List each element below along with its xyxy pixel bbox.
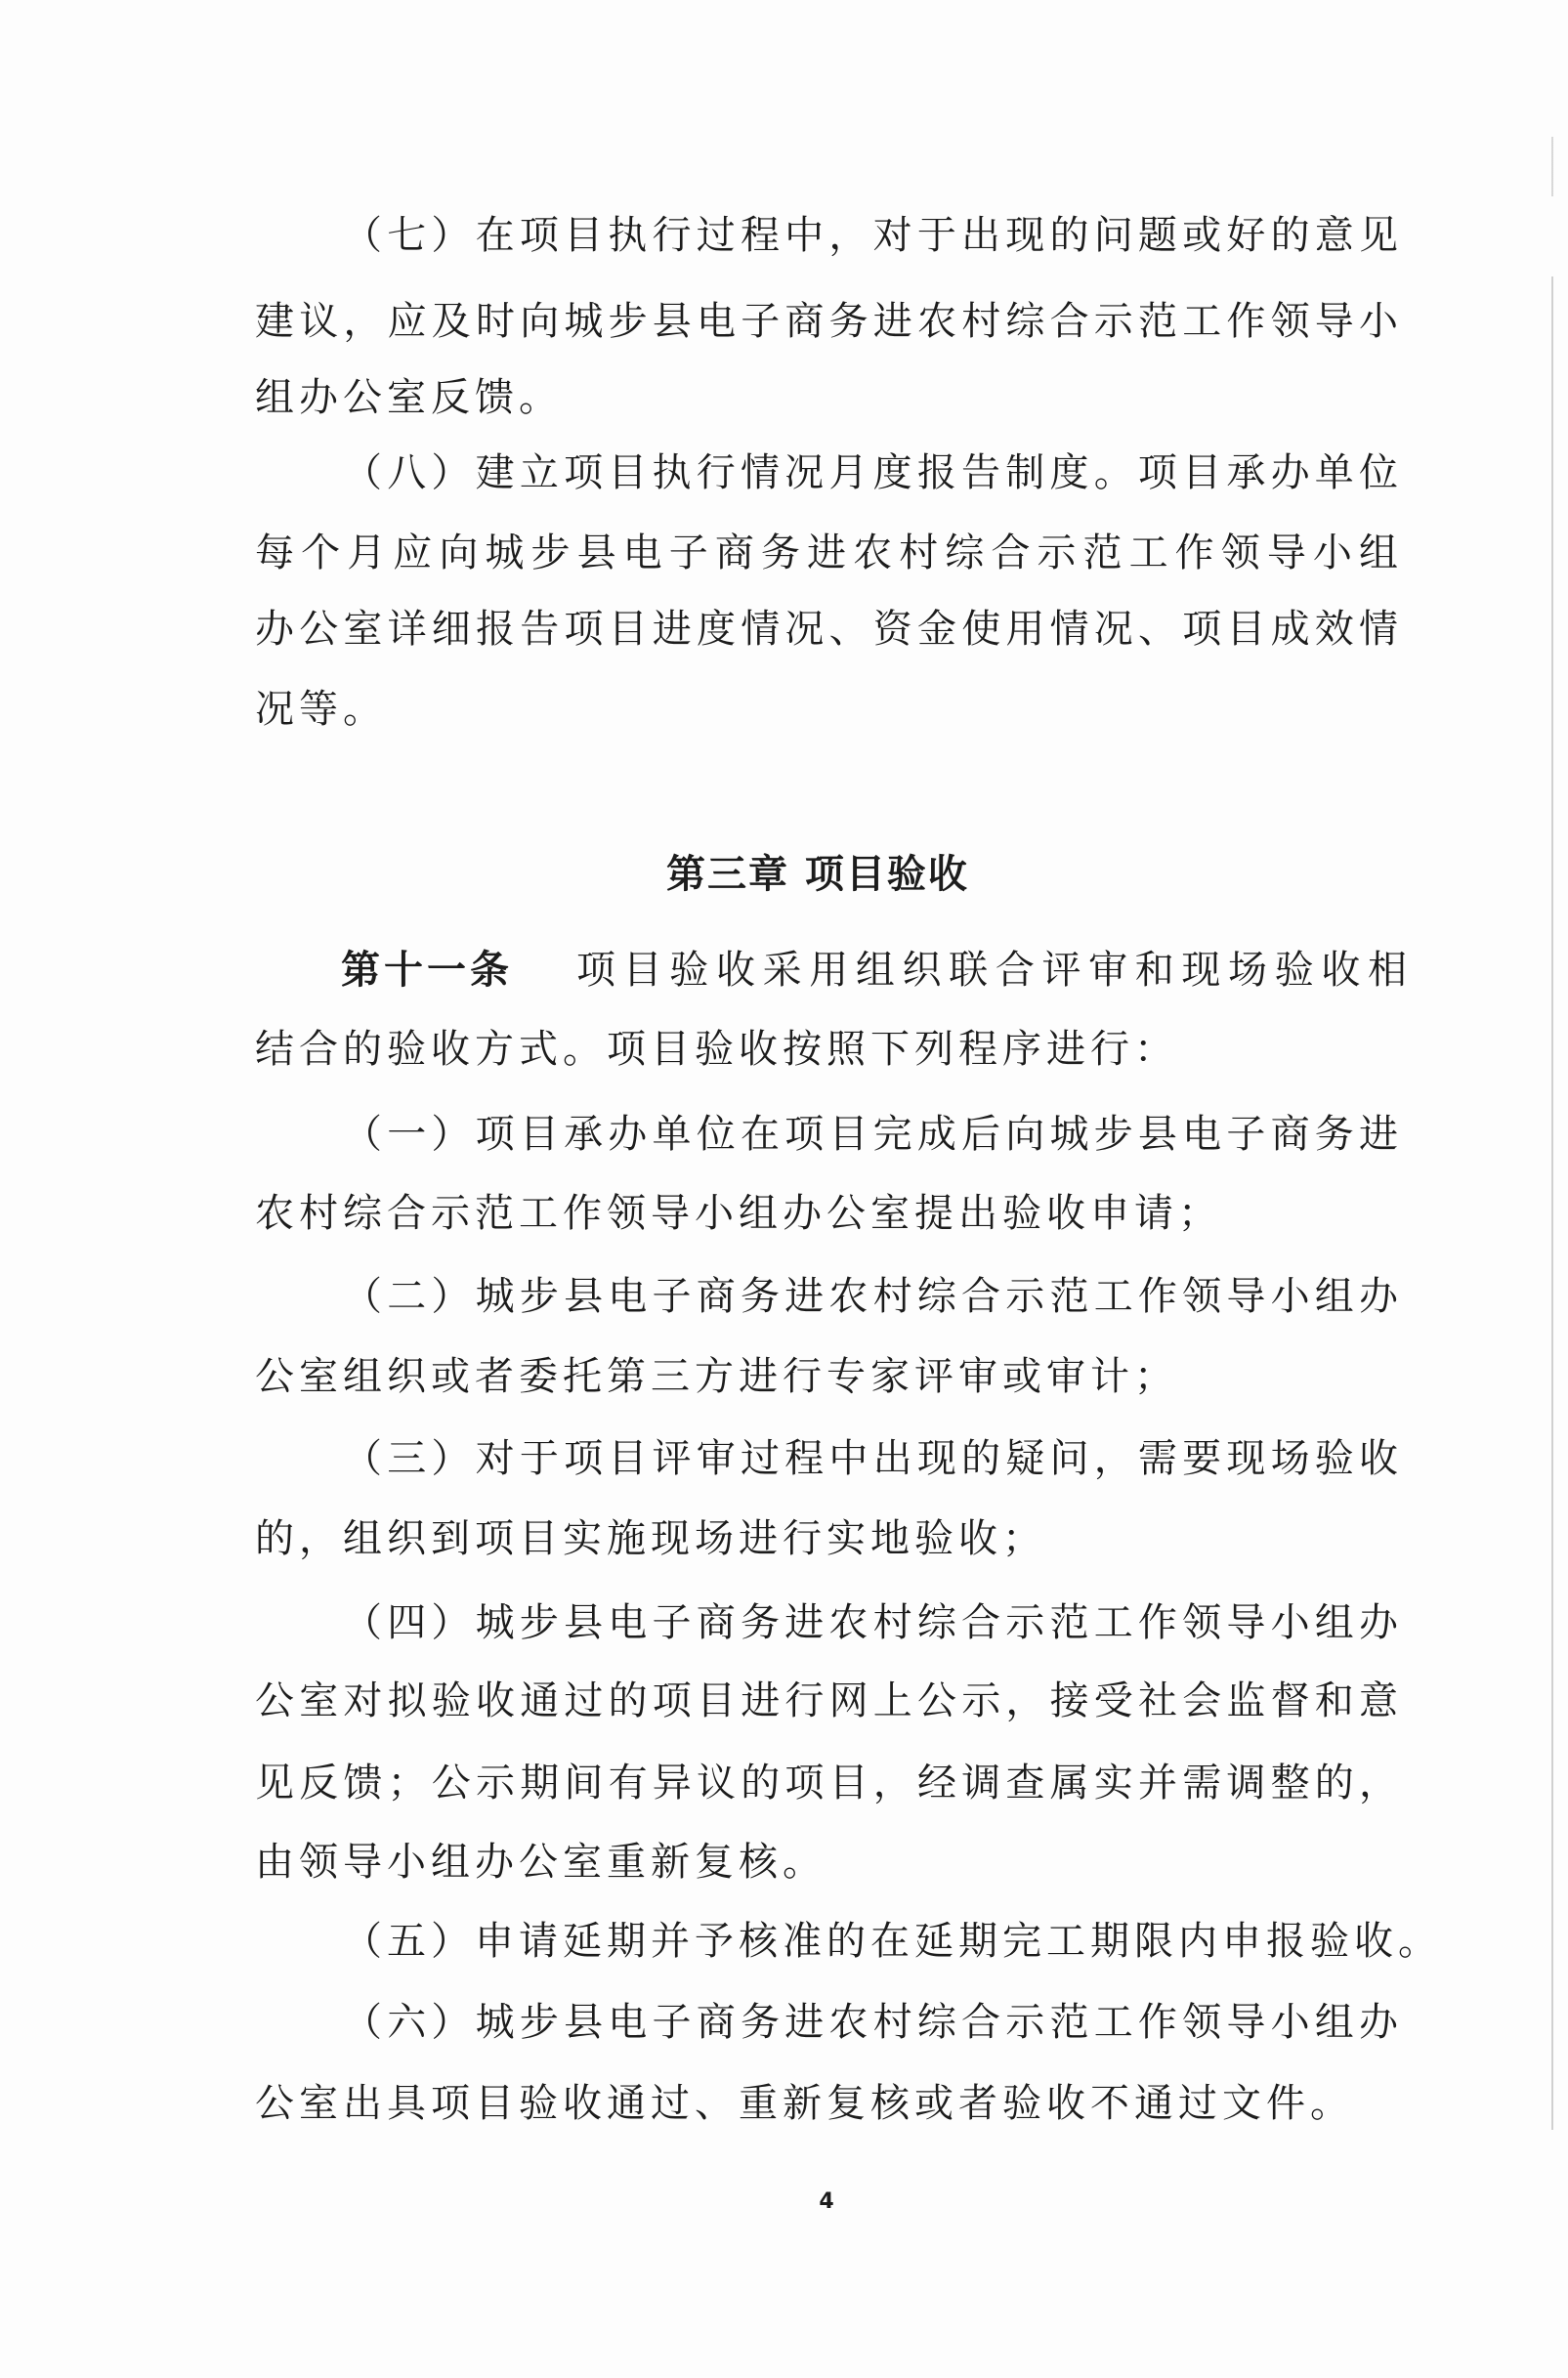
step-4-line-3: 见反馈；公示期间有异议的项目，经调查属实并需调整的， bbox=[255, 1761, 1398, 1805]
item-8-line-4: 况等。 bbox=[255, 687, 387, 732]
scan-edge-line bbox=[1551, 137, 1553, 2130]
step-4-line-4: 由领导小组办公室重新复核。 bbox=[255, 1840, 826, 1885]
step-1-line-2: 农村综合示范工作领导小组办公室提出验收申请； bbox=[255, 1191, 1222, 1236]
page-number: 4 bbox=[819, 2189, 834, 2214]
article-intro-line-1: 项目验收采用组织联合评审和现场验收相 bbox=[576, 948, 1407, 993]
step-3-line-1: （三）对于项目评审过程中出现的疑问，需要现场验收 bbox=[343, 1436, 1398, 1481]
item-7-line-3: 组办公室反馈。 bbox=[255, 375, 563, 420]
step-6-line-2: 公室出具项目验收通过、重新复核或者验收不通过文件。 bbox=[255, 2081, 1354, 2126]
item-7-line-1: （七）在项目执行过程中，对于出现的问题或好的意见 bbox=[343, 213, 1398, 258]
step-5-line-1: （五）申请延期并予核准的在延期完工期限内申报验收。 bbox=[343, 1919, 1442, 1964]
step-2-line-1: （二）城步县电子商务进农村综合示范工作领导小组办 bbox=[343, 1274, 1398, 1319]
article-intro-line-2: 结合的验收方式。项目验收按照下列程序进行： bbox=[255, 1027, 1178, 1072]
step-2-line-2: 公室组织或者委托第三方进行专家评审或审计； bbox=[255, 1354, 1178, 1399]
step-3-line-2: 的，组织到项目实施现场进行实地验收； bbox=[255, 1516, 1046, 1561]
item-8-line-3: 办公室详细报告项目进度情况、资金使用情况、项目成效情 bbox=[255, 607, 1398, 652]
item-8-line-2: 每个月应向城步县电子商务进农村综合示范工作领导小组 bbox=[255, 531, 1398, 575]
step-1-line-1: （一）项目承办单位在项目完成后向城步县电子商务进 bbox=[343, 1112, 1398, 1157]
item-8-line-1: （八）建立项目执行情况月度报告制度。项目承办单位 bbox=[343, 450, 1398, 495]
step-4-line-1: （四）城步县电子商务进农村综合示范工作领导小组办 bbox=[343, 1600, 1398, 1645]
step-6-line-1: （六）城步县电子商务进农村综合示范工作领导小组办 bbox=[343, 2000, 1398, 2045]
chapter-heading: 第三章 项目验收 bbox=[666, 852, 969, 897]
article-label: 第十一条 bbox=[341, 948, 513, 993]
step-4-line-2: 公室对拟验收通过的项目进行网上公示，接受社会监督和意 bbox=[255, 1678, 1398, 1723]
item-7-line-2: 建议，应及时向城步县电子商务进农村综合示范工作领导小 bbox=[255, 299, 1398, 344]
